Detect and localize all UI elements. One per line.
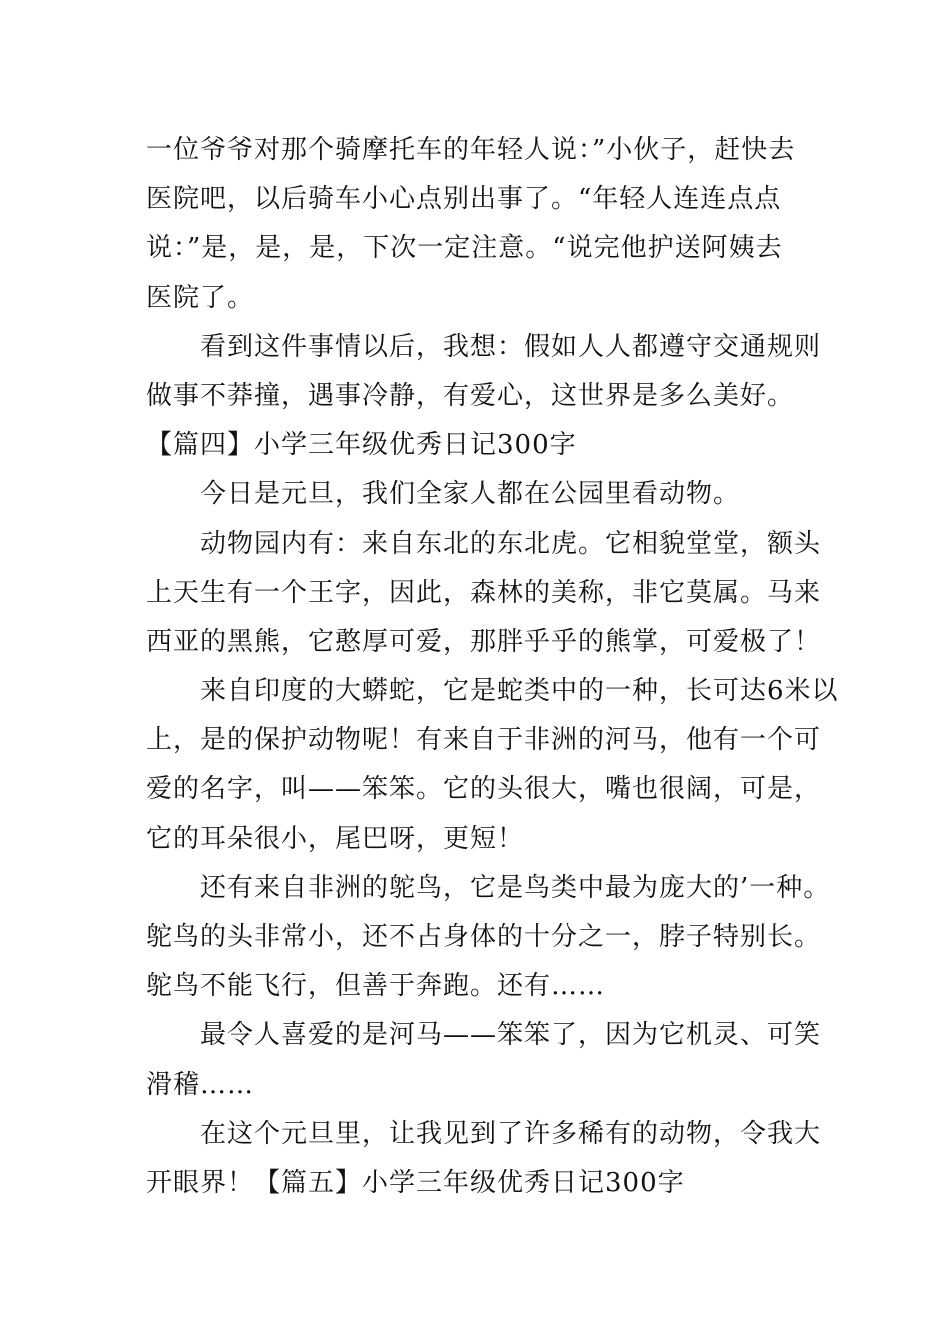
text-line: 说：”是，是，是，下次一定注意。“说完他护送阿姨去 — [146, 233, 783, 264]
text-line: 上，是的保护动物呢！有来自于非洲的河马，他有一个可 — [146, 725, 822, 756]
text-line: 上天生有一个王字，因此，森林的美称，非它莫属。马来 — [146, 577, 822, 608]
text-line: 看到这件事情以后，我想：假如人人都遵守交通规则 — [200, 331, 822, 362]
text-line: 爱的名字，叫——笨笨。它的头很大，嘴也很阔，可是， — [146, 774, 822, 805]
text-line: 西亚的黑熊，它憨厚可爱，那胖乎乎的熊掌，可爱极了！ — [146, 626, 822, 657]
text-line: 医院吧，以后骑车小心点别出事了。“年轻人连连点点 — [146, 184, 782, 215]
text-line: 鸵鸟的头非常小，还不占身体的十分之一，脖子特别长。 — [146, 922, 822, 952]
text-line: 医院了。 — [146, 282, 255, 313]
text-line: 在这个元旦里，让我见到了许多稀有的动物，令我大 — [200, 1118, 822, 1149]
text-line: 最令人喜爱的是河马——笨笨了，因为它机灵、可笑 — [200, 1020, 822, 1051]
text-line: 【篇四】小学三年级优秀日记300字 — [146, 430, 577, 461]
text-line: 做事不莽撞，遇事冷静，有爱心，这世界是多么美好。 — [146, 380, 795, 411]
text-line: 今日是元旦，我们全家人都在公园里看动物。 — [200, 479, 741, 510]
text-line: 鸵鸟不能飞行，但善于奔跑。还有…… — [146, 971, 606, 1002]
text-line: 它的耳朵很小，尾巴呀，更短！ — [146, 823, 525, 854]
text-line: 动物园内有：来自东北的东北虎。它相貌堂堂，额头 — [200, 528, 822, 559]
text-line: 一位爷爷对那个骑摩托车的年轻人说：”小伙子，赶快去 — [146, 135, 796, 165]
text-line: 还有来自非洲的鸵鸟，它是鸟类中最为庞大的’一种。 — [200, 872, 831, 903]
text-line: 开眼界！【篇五】小学三年级优秀日记300字 — [146, 1167, 685, 1198]
document-body — [146, 126, 846, 1208]
text-line: 来自印度的大蟒蛇，它是蛇类中的一种，长可达6米以 — [200, 676, 839, 707]
text-line: 滑稽…… — [146, 1069, 255, 1100]
